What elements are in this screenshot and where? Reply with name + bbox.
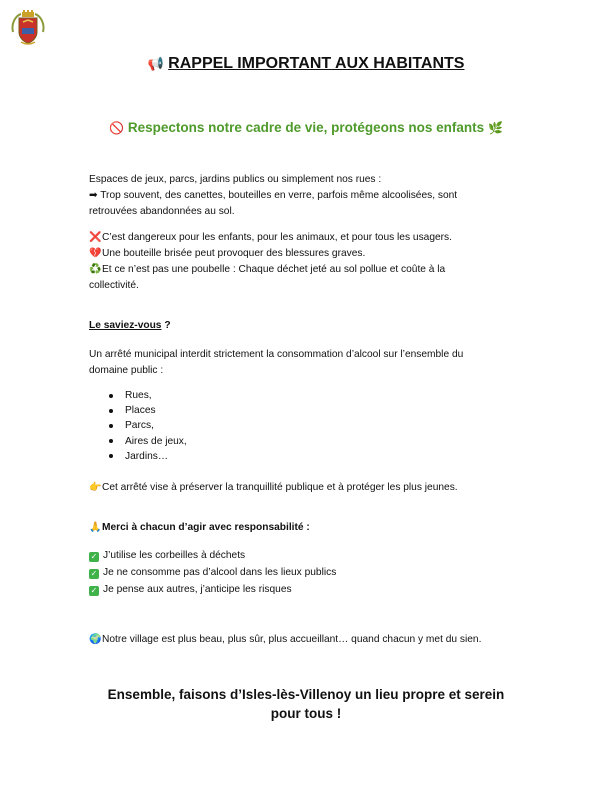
dangers-list: [89, 230, 539, 294]
check-item: [89, 581, 539, 598]
danger-item-continuation: collectivité.: [89, 280, 139, 291]
merci-section: [89, 520, 539, 598]
saviez-line-1: Un arrêté municipal interdit strictement la consommation d’alcool sur l’ensemble du: [89, 349, 464, 360]
saviez-heading-suffix: ?: [161, 320, 171, 331]
arrete-note: [89, 480, 539, 496]
cross-mark-icon: ❌: [89, 232, 102, 243]
merci-heading-text: Merci à chacun d’agir avec responsabilité :: [102, 522, 310, 533]
megaphone-icon: 📢: [147, 56, 164, 71]
checkmark-icon: ✓: [90, 586, 98, 595]
recycle-icon: ♻️: [89, 264, 102, 275]
danger-text: Et ce n’est pas une poubelle : Chaque déchet jeté au sol pollue et coûte à la: [102, 264, 446, 275]
herb-icon: 🌿: [487, 121, 503, 135]
saviez-section: [89, 318, 539, 464]
municipal-crest-logo: [9, 10, 47, 46]
subtitle-text: Respectons notre cadre de vie, protégeons nos enfants: [127, 120, 485, 135]
list-item: Places: [89, 403, 539, 418]
danger-item: [89, 230, 539, 246]
check-item-text: Je ne consomme pas d’alcool dans les lieux publics: [103, 567, 337, 578]
checkmark-icon: ✓: [90, 569, 98, 578]
intro-line-2: [89, 188, 539, 204]
closing-line-1: Ensemble, faisons d’Isles-lès-Villenoy un lieu propre et serein: [107, 687, 505, 702]
list-item: Rues,: [89, 388, 539, 403]
merci-heading: [89, 520, 539, 536]
check-item-text: Je pense aux autres, j’anticipe les risques: [103, 584, 292, 595]
title-text: RAPPEL IMPORTANT AUX HABITANTS: [168, 55, 465, 72]
danger-item: [89, 246, 539, 262]
check-item-text: J’utilise les corbeilles à déchets: [103, 550, 246, 561]
prohibited-icon: 🚫: [109, 121, 125, 135]
danger-item: [89, 262, 539, 278]
saviez-heading-text: Le saviez-vous: [89, 320, 162, 331]
closing-line-2: pour tous !: [270, 706, 342, 721]
danger-text: C’est dangereux pour les enfants, pour les animaux, et pour tous les usagers.: [102, 232, 452, 243]
closing-statement: [0, 685, 612, 723]
globe-icon: 🌍: [89, 634, 102, 645]
folded-hands-icon: 🙏: [89, 522, 102, 533]
subtitle: [0, 120, 612, 136]
intro-line-3: retrouvées abandonnées au sol.: [89, 206, 235, 217]
arrow-right-icon: ➡: [89, 190, 98, 201]
page-title: [0, 55, 612, 73]
pointing-hand-icon: 👉: [89, 482, 102, 493]
checkmark-icon: ✓: [90, 552, 98, 561]
list-item: Aires de jeux,: [89, 434, 539, 449]
intro-line-1: Espaces de jeux, parcs, jardins publics ou simplement nos rues :: [89, 174, 382, 185]
saviez-line-2: domaine public :: [89, 365, 164, 376]
village-text: Notre village est plus beau, plus sûr, plus accueillant… quand chacun y met du sien.: [102, 634, 482, 645]
places-list: [89, 388, 539, 464]
danger-text: Une bouteille brisée peut provoquer des blessures graves.: [102, 248, 366, 259]
list-item: Jardins…: [89, 449, 539, 464]
saviez-heading: [89, 318, 539, 334]
list-item: Parcs,: [89, 418, 539, 433]
broken-heart-icon: 💔: [89, 248, 102, 259]
village-note: [89, 632, 539, 648]
intro-line-2-text: Trop souvent, des canettes, bouteilles en verre, parfois même alcoolisées, sont: [100, 190, 458, 201]
check-item: [89, 547, 539, 564]
check-item: [89, 564, 539, 581]
intro-paragraph: [89, 172, 539, 220]
arrete-note-text: Cet arrêté vise à préserver la tranquillité publique et à protéger les plus jeunes.: [102, 482, 458, 493]
